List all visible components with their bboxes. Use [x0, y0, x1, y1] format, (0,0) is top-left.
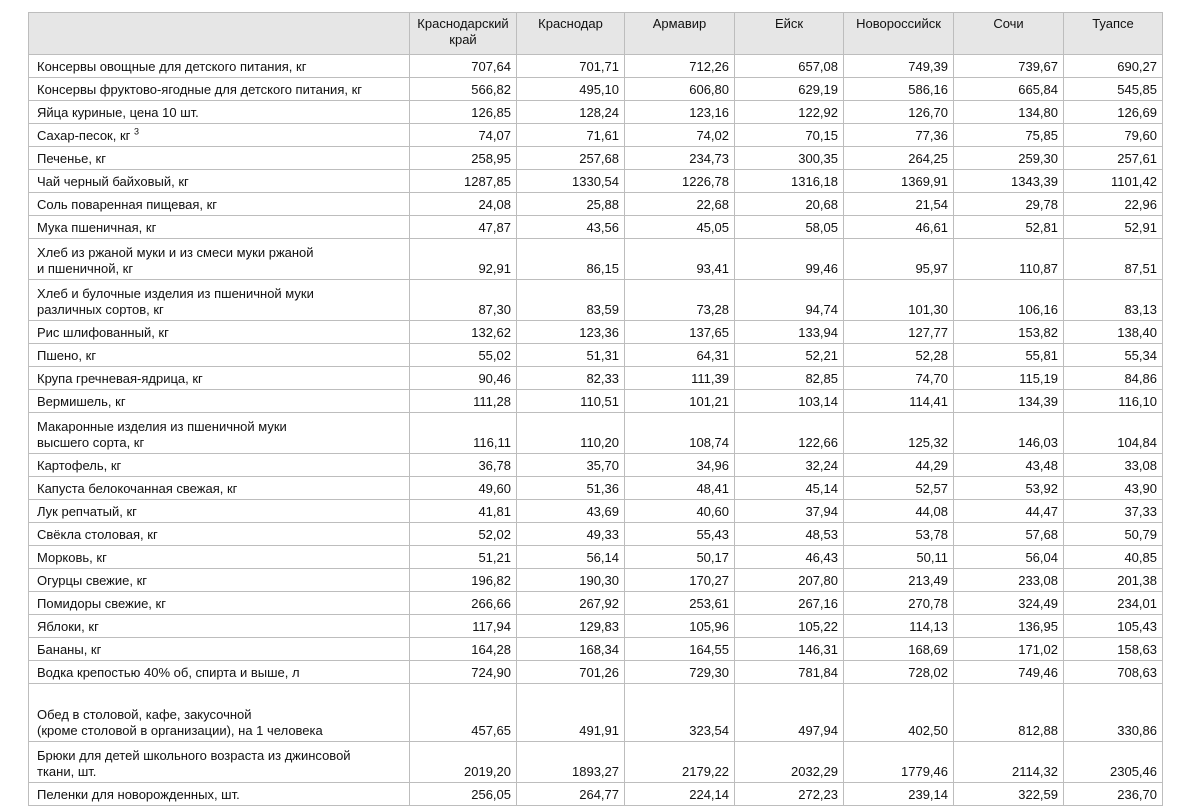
price-cell: 21,54 [844, 193, 954, 216]
row-label-text: Макаронные изделия из пшеничной муки высшего сорта, кг [37, 419, 287, 450]
price-cell: 71,61 [517, 124, 625, 147]
price-cell: 22,96 [1064, 193, 1163, 216]
price-cell: 213,49 [844, 569, 954, 592]
price-cell: 253,61 [625, 592, 735, 615]
price-cell: 122,92 [735, 101, 844, 124]
price-cell: 45,05 [625, 216, 735, 239]
price-cell: 781,84 [735, 661, 844, 684]
price-cell: 90,46 [410, 367, 517, 390]
price-cell: 52,21 [735, 344, 844, 367]
row-label-text: Капуста белокочанная свежая, кг [37, 481, 238, 496]
price-cell: 402,50 [844, 684, 954, 742]
price-cell: 111,28 [410, 390, 517, 413]
price-cell: 74,70 [844, 367, 954, 390]
price-cell: 739,67 [954, 55, 1064, 78]
price-cell: 40,85 [1064, 546, 1163, 569]
row-label-text: Яблоки, кг [37, 619, 99, 634]
column-header: Ейск [735, 13, 844, 55]
table-body [29, 55, 1163, 806]
price-cell: 1369,91 [844, 170, 954, 193]
row-label [29, 569, 410, 592]
price-cell: 586,16 [844, 78, 954, 101]
row-label-text: Пшено, кг [37, 348, 97, 363]
price-cell: 48,53 [735, 523, 844, 546]
row-label [29, 321, 410, 344]
price-cell: 35,70 [517, 454, 625, 477]
column-header: Армавир [625, 13, 735, 55]
price-cell: 56,14 [517, 546, 625, 569]
price-cell: 103,14 [735, 390, 844, 413]
price-cell: 701,26 [517, 661, 625, 684]
price-cell: 236,70 [1064, 783, 1163, 806]
table-row [29, 413, 1163, 454]
row-label [29, 55, 410, 78]
price-cell: 92,91 [410, 239, 517, 280]
price-cell: 84,86 [1064, 367, 1163, 390]
price-cell: 83,13 [1064, 280, 1163, 321]
price-cell: 153,82 [954, 321, 1064, 344]
price-cell: 497,94 [735, 684, 844, 742]
price-cell: 20,68 [735, 193, 844, 216]
row-label [29, 170, 410, 193]
price-cell: 123,36 [517, 321, 625, 344]
table-row [29, 78, 1163, 101]
row-label-text: Бананы, кг [37, 642, 102, 657]
row-label-text: Картофель, кг [37, 458, 122, 473]
price-cell: 74,07 [410, 124, 517, 147]
table-row [29, 523, 1163, 546]
price-cell: 53,92 [954, 477, 1064, 500]
table-row [29, 239, 1163, 280]
price-cell: 137,65 [625, 321, 735, 344]
row-label-text: Печенье, кг [37, 151, 106, 166]
price-cell: 73,28 [625, 280, 735, 321]
row-label [29, 78, 410, 101]
price-cell: 300,35 [735, 147, 844, 170]
row-label [29, 390, 410, 413]
column-header: Краснодар [517, 13, 625, 55]
price-cell: 190,30 [517, 569, 625, 592]
price-cell: 724,90 [410, 661, 517, 684]
price-cell: 133,94 [735, 321, 844, 344]
price-cell: 264,25 [844, 147, 954, 170]
price-cell: 37,94 [735, 500, 844, 523]
price-cell: 52,28 [844, 344, 954, 367]
row-label [29, 239, 410, 280]
price-cell: 70,15 [735, 124, 844, 147]
price-cell: 45,14 [735, 477, 844, 500]
price-cell: 234,01 [1064, 592, 1163, 615]
price-cell: 134,80 [954, 101, 1064, 124]
table-row [29, 454, 1163, 477]
price-cell: 266,66 [410, 592, 517, 615]
price-cell: 64,31 [625, 344, 735, 367]
price-cell: 812,88 [954, 684, 1064, 742]
price-cell: 106,16 [954, 280, 1064, 321]
row-label [29, 280, 410, 321]
price-cell: 101,30 [844, 280, 954, 321]
row-label-text: Соль поваренная пищевая, кг [37, 197, 218, 212]
price-cell: 566,82 [410, 78, 517, 101]
price-cell: 44,47 [954, 500, 1064, 523]
price-cell: 270,78 [844, 592, 954, 615]
price-cell: 164,28 [410, 638, 517, 661]
price-cell: 158,63 [1064, 638, 1163, 661]
price-cell: 134,39 [954, 390, 1064, 413]
price-cell: 665,84 [954, 78, 1064, 101]
price-cell: 99,46 [735, 239, 844, 280]
price-cell: 125,32 [844, 413, 954, 454]
row-label [29, 124, 410, 147]
table-row [29, 216, 1163, 239]
price-cell: 93,41 [625, 239, 735, 280]
row-label-text: Огурцы свежие, кг [37, 573, 148, 588]
price-cell: 749,46 [954, 661, 1064, 684]
price-cell: 105,22 [735, 615, 844, 638]
price-cell: 259,30 [954, 147, 1064, 170]
table-row [29, 546, 1163, 569]
price-cell: 105,43 [1064, 615, 1163, 638]
price-cell: 123,16 [625, 101, 735, 124]
table-row [29, 170, 1163, 193]
price-cell: 708,63 [1064, 661, 1163, 684]
price-cell: 164,55 [625, 638, 735, 661]
header-row [29, 13, 1163, 55]
price-cell: 49,33 [517, 523, 625, 546]
row-label [29, 454, 410, 477]
price-cell: 239,14 [844, 783, 954, 806]
table-row [29, 661, 1163, 684]
price-cell: 2032,29 [735, 742, 844, 783]
price-cell: 114,41 [844, 390, 954, 413]
price-cell: 256,05 [410, 783, 517, 806]
row-label [29, 477, 410, 500]
price-cell: 132,62 [410, 321, 517, 344]
row-label-text: Обед в столовой, кафе, закусочной (кроме столовой в организации), на 1 человека [37, 707, 323, 738]
price-cell: 75,85 [954, 124, 1064, 147]
price-cell: 146,31 [735, 638, 844, 661]
table-row [29, 344, 1163, 367]
price-cell: 110,87 [954, 239, 1064, 280]
price-cell: 48,41 [625, 477, 735, 500]
price-cell: 105,96 [625, 615, 735, 638]
price-cell: 22,68 [625, 193, 735, 216]
price-cell: 1343,39 [954, 170, 1064, 193]
row-label [29, 661, 410, 684]
price-cell: 95,97 [844, 239, 954, 280]
row-label-text: Пеленки для новорожденных, шт. [37, 787, 240, 802]
price-cell: 32,24 [735, 454, 844, 477]
price-cell: 87,30 [410, 280, 517, 321]
price-cell: 114,13 [844, 615, 954, 638]
row-label-text: Вермишель, кг [37, 394, 126, 409]
table-row [29, 280, 1163, 321]
table-row [29, 742, 1163, 783]
price-cell: 234,73 [625, 147, 735, 170]
row-label-text: Чай черный байховый, кг [37, 174, 189, 189]
price-cell: 40,60 [625, 500, 735, 523]
price-cell: 52,57 [844, 477, 954, 500]
table-row [29, 390, 1163, 413]
row-label [29, 101, 410, 124]
row-label-text: Крупа гречневая-ядрица, кг [37, 371, 203, 386]
price-cell: 1893,27 [517, 742, 625, 783]
row-label [29, 216, 410, 239]
row-label [29, 783, 410, 806]
row-label [29, 523, 410, 546]
price-cell: 49,60 [410, 477, 517, 500]
price-cell: 272,23 [735, 783, 844, 806]
row-label [29, 147, 410, 170]
price-cell: 43,48 [954, 454, 1064, 477]
price-cell: 44,08 [844, 500, 954, 523]
price-cell: 264,77 [517, 783, 625, 806]
price-cell: 330,86 [1064, 684, 1163, 742]
price-cell: 87,51 [1064, 239, 1163, 280]
price-cell: 33,08 [1064, 454, 1163, 477]
price-cell: 2114,32 [954, 742, 1064, 783]
price-cell: 690,27 [1064, 55, 1163, 78]
column-header: Новороссийск [844, 13, 954, 55]
row-label-text: Брюки для детей школьного возраста из джинсовой ткани, шт. [37, 748, 351, 779]
table-row [29, 147, 1163, 170]
table-row [29, 55, 1163, 78]
footnote-marker: 3 [134, 126, 140, 137]
row-label [29, 638, 410, 661]
price-cell: 57,68 [954, 523, 1064, 546]
price-cell: 37,33 [1064, 500, 1163, 523]
row-label-text: Консервы овощные для детского питания, кг [37, 59, 307, 74]
price-cell: 41,81 [410, 500, 517, 523]
price-cell: 115,19 [954, 367, 1064, 390]
price-cell: 324,49 [954, 592, 1064, 615]
price-cell: 51,36 [517, 477, 625, 500]
row-label [29, 546, 410, 569]
row-label [29, 684, 410, 742]
price-cell: 267,16 [735, 592, 844, 615]
price-cell: 83,59 [517, 280, 625, 321]
price-cell: 58,05 [735, 216, 844, 239]
price-cell: 1316,18 [735, 170, 844, 193]
price-cell: 74,02 [625, 124, 735, 147]
price-cell: 51,21 [410, 546, 517, 569]
price-cell: 43,69 [517, 500, 625, 523]
price-cell: 171,02 [954, 638, 1064, 661]
price-cell: 712,26 [625, 55, 735, 78]
price-cell: 56,04 [954, 546, 1064, 569]
price-cell: 196,82 [410, 569, 517, 592]
price-cell: 25,88 [517, 193, 625, 216]
row-label-text: Морковь, кг [37, 550, 107, 565]
price-table [28, 12, 1163, 806]
price-cell: 233,08 [954, 569, 1064, 592]
table-row [29, 684, 1163, 742]
price-cell: 491,91 [517, 684, 625, 742]
price-cell: 101,21 [625, 390, 735, 413]
row-label [29, 193, 410, 216]
price-cell: 52,02 [410, 523, 517, 546]
price-cell: 728,02 [844, 661, 954, 684]
price-cell: 258,95 [410, 147, 517, 170]
price-cell: 257,68 [517, 147, 625, 170]
price-cell: 2305,46 [1064, 742, 1163, 783]
price-cell: 86,15 [517, 239, 625, 280]
row-label-text: Мука пшеничная, кг [37, 220, 157, 235]
price-cell: 46,61 [844, 216, 954, 239]
table-row [29, 500, 1163, 523]
row-label [29, 413, 410, 454]
price-cell: 136,95 [954, 615, 1064, 638]
price-cell: 55,02 [410, 344, 517, 367]
row-label [29, 592, 410, 615]
price-cell: 707,64 [410, 55, 517, 78]
price-cell: 111,39 [625, 367, 735, 390]
table-row [29, 638, 1163, 661]
price-cell: 94,74 [735, 280, 844, 321]
row-label-text: Помидоры свежие, кг [37, 596, 166, 611]
row-label-text: Сахар-песок, кг [37, 128, 131, 143]
row-label [29, 615, 410, 638]
price-cell: 53,78 [844, 523, 954, 546]
price-table-container [28, 12, 1164, 806]
price-cell: 127,77 [844, 321, 954, 344]
row-label [29, 742, 410, 783]
price-cell: 323,54 [625, 684, 735, 742]
price-cell: 138,40 [1064, 321, 1163, 344]
price-cell: 168,34 [517, 638, 625, 661]
price-cell: 1330,54 [517, 170, 625, 193]
price-cell: 44,29 [844, 454, 954, 477]
price-cell: 47,87 [410, 216, 517, 239]
row-label-text: Свёкла столовая, кг [37, 527, 158, 542]
price-cell: 55,34 [1064, 344, 1163, 367]
column-header: Туапсе [1064, 13, 1163, 55]
price-cell: 79,60 [1064, 124, 1163, 147]
table-row [29, 193, 1163, 216]
price-cell: 322,59 [954, 783, 1064, 806]
column-header: Сочи [954, 13, 1064, 55]
price-cell: 82,33 [517, 367, 625, 390]
price-cell: 126,85 [410, 101, 517, 124]
price-cell: 1779,46 [844, 742, 954, 783]
price-cell: 126,69 [1064, 101, 1163, 124]
row-label-text: Рис шлифованный, кг [37, 325, 169, 340]
price-cell: 701,71 [517, 55, 625, 78]
price-cell: 108,74 [625, 413, 735, 454]
price-cell: 729,30 [625, 661, 735, 684]
price-cell: 2019,20 [410, 742, 517, 783]
price-cell: 55,81 [954, 344, 1064, 367]
price-cell: 146,03 [954, 413, 1064, 454]
price-cell: 207,80 [735, 569, 844, 592]
price-cell: 110,51 [517, 390, 625, 413]
table-row [29, 615, 1163, 638]
table-row [29, 477, 1163, 500]
row-label-text: Хлеб из ржаной муки и из смеси муки ржаной и пшеничной, кг [37, 245, 314, 276]
price-cell: 36,78 [410, 454, 517, 477]
price-cell: 117,94 [410, 615, 517, 638]
price-cell: 50,79 [1064, 523, 1163, 546]
row-label [29, 367, 410, 390]
price-cell: 168,69 [844, 638, 954, 661]
table-row [29, 321, 1163, 344]
price-cell: 110,20 [517, 413, 625, 454]
price-cell: 267,92 [517, 592, 625, 615]
table-row [29, 101, 1163, 124]
price-cell: 52,91 [1064, 216, 1163, 239]
row-label-text: Консервы фруктово-ягодные для детского питания, кг [37, 82, 363, 97]
price-cell: 77,36 [844, 124, 954, 147]
price-cell: 116,11 [410, 413, 517, 454]
price-cell: 104,84 [1064, 413, 1163, 454]
row-label-text: Яйца куриные, цена 10 шт. [37, 105, 199, 120]
price-cell: 495,10 [517, 78, 625, 101]
price-cell: 46,43 [735, 546, 844, 569]
price-cell: 55,43 [625, 523, 735, 546]
price-cell: 128,24 [517, 101, 625, 124]
row-label-text: Водка крепостью 40% об, спирта и выше, л [37, 665, 300, 680]
row-label-text: Лук репчатый, кг [37, 504, 137, 519]
price-cell: 129,83 [517, 615, 625, 638]
price-cell: 606,80 [625, 78, 735, 101]
row-label-text: Хлеб и булочные изделия из пшеничной муки различных сортов, кг [37, 286, 314, 317]
price-cell: 24,08 [410, 193, 517, 216]
price-cell: 52,81 [954, 216, 1064, 239]
price-cell: 1101,42 [1064, 170, 1163, 193]
row-label [29, 344, 410, 367]
price-cell: 257,61 [1064, 147, 1163, 170]
price-cell: 29,78 [954, 193, 1064, 216]
price-cell: 1226,78 [625, 170, 735, 193]
price-cell: 126,70 [844, 101, 954, 124]
price-cell: 116,10 [1064, 390, 1163, 413]
price-cell: 629,19 [735, 78, 844, 101]
price-cell: 51,31 [517, 344, 625, 367]
table-row [29, 592, 1163, 615]
price-cell: 201,38 [1064, 569, 1163, 592]
price-cell: 34,96 [625, 454, 735, 477]
price-cell: 50,17 [625, 546, 735, 569]
price-cell: 82,85 [735, 367, 844, 390]
header-corner [29, 13, 410, 55]
price-cell: 50,11 [844, 546, 954, 569]
price-cell: 43,90 [1064, 477, 1163, 500]
price-cell: 122,66 [735, 413, 844, 454]
price-cell: 1287,85 [410, 170, 517, 193]
price-cell: 545,85 [1064, 78, 1163, 101]
price-cell: 224,14 [625, 783, 735, 806]
table-row [29, 569, 1163, 592]
price-cell: 749,39 [844, 55, 954, 78]
price-cell: 2179,22 [625, 742, 735, 783]
table-row [29, 783, 1163, 806]
price-cell: 170,27 [625, 569, 735, 592]
table-row [29, 124, 1163, 147]
column-header: Краснодарский край [410, 13, 517, 55]
price-cell: 457,65 [410, 684, 517, 742]
price-cell: 43,56 [517, 216, 625, 239]
table-row [29, 367, 1163, 390]
row-label [29, 500, 410, 523]
price-cell: 657,08 [735, 55, 844, 78]
